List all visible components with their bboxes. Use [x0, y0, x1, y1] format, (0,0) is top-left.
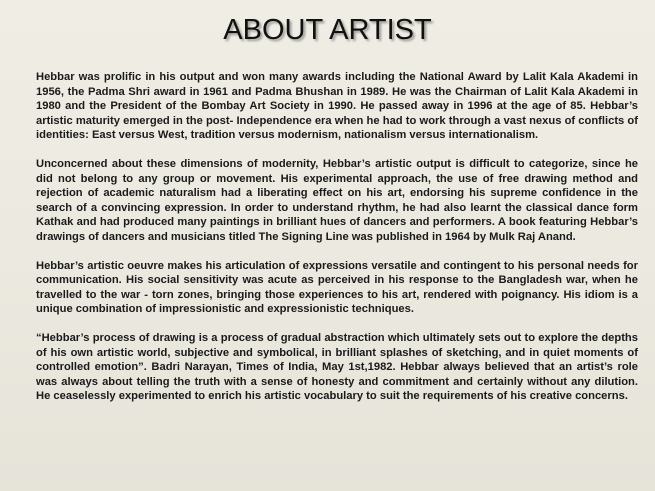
- paragraph-awards: Hebbar was prolific in his output and won many awards including the National Award by Lalit Kala Akademi in 1956, the Padma Shri award in 1961 and Padma Bhushan in 1989. He was the Chairman of Lalit Kala Akademi in 1980 and the President of the Bombay Art Society in 1990. He passed away in 1996 at the age of 85. Hebbar’s artistic maturity emerged in the post- Independence era when he had to work through a vast nexus of conflicts of identities: East versus West, tradition versus modernism, nationalism versus internationalism.: [36, 71, 638, 142]
- paragraph-modernity: Unconcerned about these dimensions of modernity, Hebbar’s artistic output is difficult to categorize, since he did not belong to any group or movement. His experimental approach, the use of free drawing method and rejection of academic naturalism had a liberating effect on his art, endorsing his supreme confidence in the search of a convincing expression. In order to understand rhythm, he had also learnt the classical dance form Kathak and had produced many paintings in brilliant hues of dancers and performers. A book featuring Hebbar’s drawings of dancers and musicians titled The Signing Line was published in 1964 by Mulk Raj Anand.: [36, 157, 638, 243]
- slide-title: ABOUT ARTIST: [223, 14, 432, 46]
- slide-body: [36, 70, 638, 418]
- paragraph-oeuvre: Hebbar’s artistic oeuvre makes his articulation of expressions versatile and contingent to his personal needs for communication. His social sensitivity was acute as perceived in his response to the Bangladesh war, when he travelled to the war - torn zones, bringing those experiences to his art, rendered with poignancy. His idiom is a unique combination of impressionistic and expressionistic techniques.: [36, 259, 638, 316]
- paragraph-quote: “Hebbar’s process of drawing is a process of gradual abstraction which ultimately sets out to explore the depths of his own artistic world, subjective and symbolical, in brilliant splashes of sketching, and in quiet moments of controlled emotion”. Badri Narayan, Times of India, May 1st,1982. Hebbar always believed that an artist’s role was always about telling the truth with a sense of honesty and commitment and certainly without any dilution. He ceaselessly experimented to enrich his artistic vocabulary to suit the requirements of his creative concerns.: [36, 331, 638, 403]
